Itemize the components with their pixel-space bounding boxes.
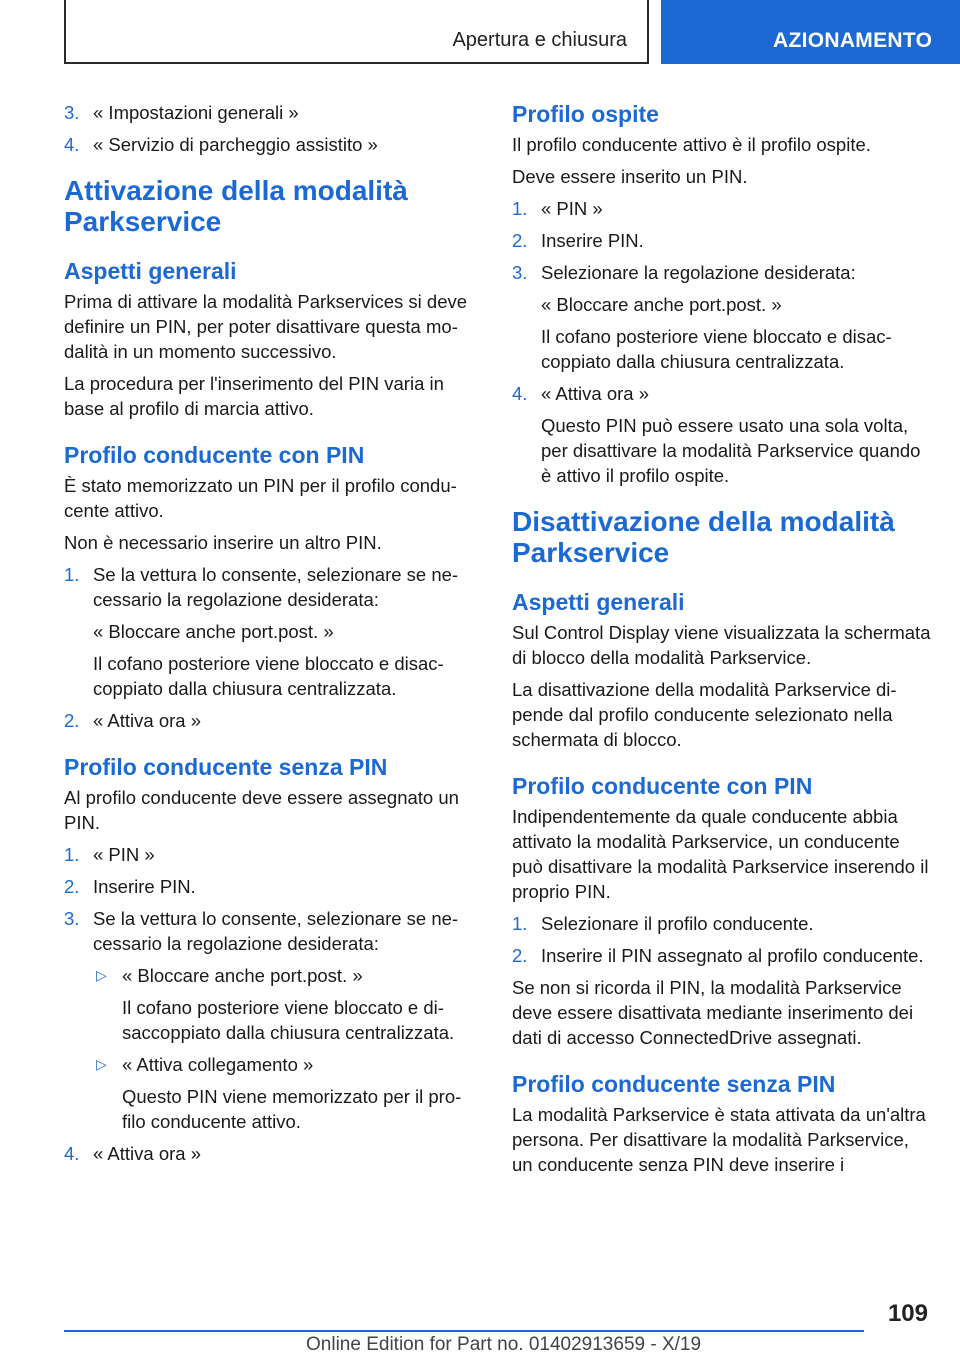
step-number: 3. [64,102,80,123]
step-number: 4. [64,1143,80,1164]
paragraph: La procedura per l'inserimento del PIN varia in base al profilo di marcia attivo. [64,373,444,419]
heading-profile-with-pin: Profilo conducente con PIN [64,442,365,468]
list-item [512,196,932,221]
heading-general: Aspetti generali [512,589,685,615]
step-text: « PIN » [541,198,603,219]
step-text: « PIN » [93,844,155,865]
paragraph: La modalità Parkservice è stata attivata da un'altra persona. Per disattivare la modalità Parkservice, un conducente senza PIN deve inserire i [512,1104,926,1175]
step-detail: Questo PIN può essere usato una sola volta, per disattivare la modalità Parkservice quando è attivo il profilo ospite. [541,415,921,486]
list-item [64,562,476,612]
heading-profile-with-pin: Profilo conducente con PIN [512,773,813,799]
list-item [512,381,932,406]
step-text: Inserire PIN. [541,230,644,251]
step-text: Selezionare il profilo conducente. [541,913,814,934]
list-item [512,943,932,968]
left-column [64,100,476,1173]
list-item [64,874,476,899]
page-number: 109 [887,1300,928,1327]
paragraph: Il profilo conducente attivo è il profilo ospite. [512,134,871,155]
list-item [64,132,476,157]
step-text: Se la vettura lo consente, selezionare se necessario la regolazione desiderata: [93,908,459,954]
bullet-item [64,1052,476,1077]
step-number: 2. [64,876,80,897]
step-text: « Attiva ora » [541,383,649,404]
step-text: Inserire il PIN assegnato al profilo conducente. [541,945,924,966]
list-item [64,708,476,733]
step-detail: Il cofano posteriore viene bloccato e disaccoppiato dalla chiusura centralizzata. [541,326,892,372]
step-detail: Il cofano posteriore viene bloccato e disaccoppiato dalla chiusura centralizzata. [93,653,444,699]
bullet-detail: Il cofano posteriore viene bloccato e disaccoppiato dalla chiusura centralizzata. [122,997,455,1043]
step-text: Inserire PIN. [93,876,196,897]
paragraph: Non è necessario inserire un altro PIN. [64,532,382,553]
list-item [64,1141,476,1166]
step-text: « Attiva ora » [93,1143,201,1164]
heading-general: Aspetti generali [64,258,237,284]
step-number: 4. [64,134,80,155]
edition-footer: Online Edition for Part no. 01402913659 - X/19 [306,1334,702,1355]
step-number: 1. [64,564,80,585]
paragraph: Prima di attivare la modalità Parkservices si deve definire un PIN, per poter disattivare questa modalità in un momento successivo. [64,291,468,362]
page-header [0,0,960,66]
step-detail: « Bloccare anche port.post. » [541,294,782,315]
paragraph: Sul Control Display viene visualizzata la schermata di blocco della modalità Parkservice. [512,622,931,668]
list-item [64,842,476,867]
list-item [512,911,932,936]
list-item [64,906,476,956]
header-section-box [64,0,649,64]
right-column [512,100,932,1184]
list-item [64,100,476,125]
list-item [512,228,932,253]
step-text: « Servizio di parcheggio assistito » [93,134,378,155]
triangle-bullet-icon: ▷ [96,967,107,983]
header-section-title: Apertura e chiusura [452,29,627,51]
paragraph: La disattivazione della modalità Parkservice dipende dal profilo conducente selezionato nella schermata di blocco. [512,679,897,750]
step-number: 1. [512,913,528,934]
step-number: 1. [64,844,80,865]
footer-divider [64,1330,864,1332]
step-number: 2. [512,230,528,251]
step-detail: « Bloccare anche port.post. » [93,621,334,642]
step-text: « Attiva ora » [93,710,201,731]
bullet-text: « Attiva collegamento » [122,1054,314,1075]
step-number: 2. [64,710,80,731]
list-item [512,260,932,285]
step-text: Se la vettura lo consente, selezionare se necessario la regolazione desiderata: [93,564,459,610]
heading-profile-without-pin: Profilo conducente senza PIN [512,1071,836,1097]
header-chapter-label: AZIONAMENTO [773,29,933,52]
paragraph: È stato memorizzato un PIN per il profilo conducente attivo. [64,475,457,521]
paragraph: Al profilo conducente deve essere assegnato un PIN. [64,787,459,833]
step-text: Selezionare la regolazione desiderata: [541,262,856,283]
step-number: 1. [512,198,528,219]
heading-deactivation: Disattivazione della modalità Parkservice [512,506,895,568]
heading-activation: Attivazione della modalità Parkservice [64,175,408,237]
bullet-item [64,963,476,988]
heading-guest-profile: Profilo ospite [512,101,659,127]
step-number: 3. [512,262,528,283]
paragraph: Indipendentemente da quale conducente abbia attivato la modalità Parkservice, un conducente può disattivare la modalità Parkservice inserendo il proprio PIN. [512,806,929,902]
step-number: 2. [512,945,528,966]
paragraph: Deve essere inserito un PIN. [512,166,748,187]
bullet-detail: Questo PIN viene memorizzato per il profilo conducente attivo. [122,1086,462,1132]
header-chapter-tab [661,0,960,64]
heading-profile-without-pin: Profilo conducente senza PIN [64,754,388,780]
bullet-text: « Bloccare anche port.post. » [122,965,363,986]
step-number: 3. [64,908,80,929]
paragraph: Se non si ricorda il PIN, la modalità Parkservice deve essere disattivata mediante inserimento dei dati di accesso ConnectedDrive assegnati. [512,977,914,1048]
step-number: 4. [512,383,528,404]
step-text: « Impostazioni generali » [93,102,299,123]
triangle-bullet-icon: ▷ [96,1056,107,1072]
